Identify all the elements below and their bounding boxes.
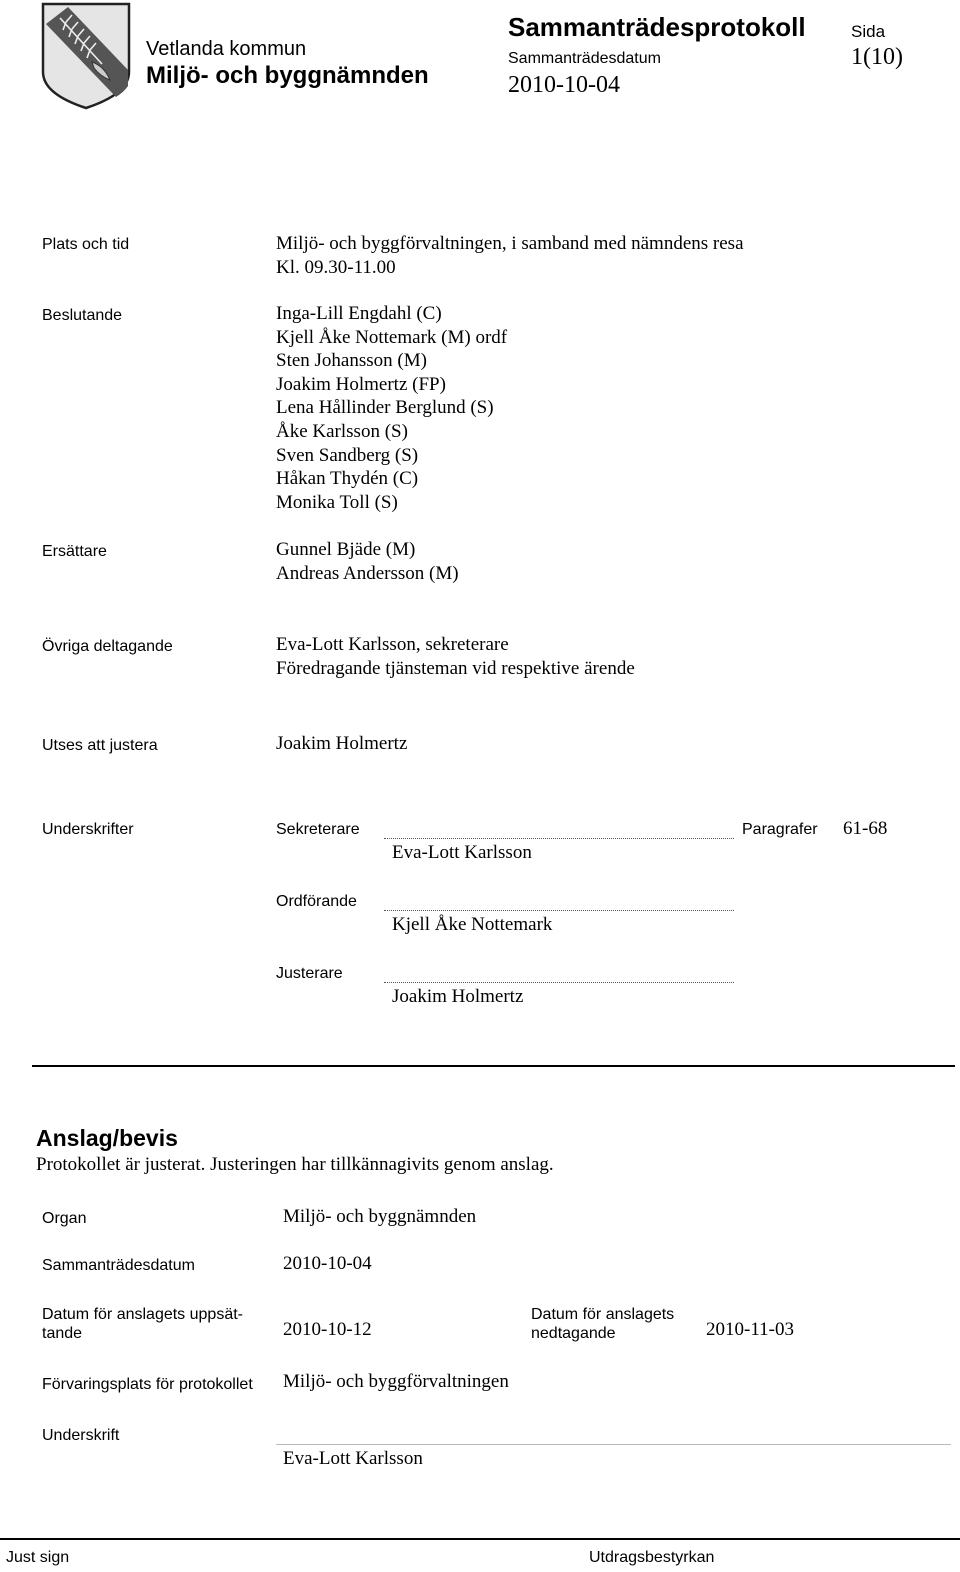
- posted-date-label: [42, 1305, 243, 1343]
- storage-label: Förvaringsplats för protokollet: [42, 1376, 253, 1393]
- posted-date-value: 2010-10-12: [283, 1319, 372, 1340]
- notice-signature-name: Eva-Lott Karlsson: [283, 1448, 423, 1469]
- adjuster-label: Utses att justera: [42, 737, 158, 754]
- decider-item: Håkan Thydén (C): [276, 468, 419, 490]
- notice-signature-line: [276, 1444, 951, 1445]
- removed-date-label-line: Datum för anslagets: [531, 1306, 675, 1323]
- adjuster-signature-line: [384, 982, 734, 983]
- chair-name: Kjell Åke Nottemark: [392, 914, 553, 935]
- chair-label: Ordförande: [276, 893, 357, 910]
- meeting-date-label: Sammanträdesdatum: [508, 50, 661, 67]
- decider-item: Sten Johansson (M): [276, 350, 427, 372]
- paragraphs-label: Paragrafer: [742, 821, 818, 838]
- page-number: 1(10): [851, 44, 903, 70]
- place-and-time: [276, 232, 744, 279]
- signatures-label: Underskrifter: [42, 821, 134, 838]
- substitutes-list: [276, 538, 459, 585]
- notice-date-value: 2010-10-04: [283, 1253, 372, 1274]
- decider-item: Inga-Lill Engdahl (C): [276, 303, 442, 324]
- section-divider: [32, 1065, 955, 1067]
- substitute-item: Gunnel Bjäde (M): [276, 539, 416, 560]
- removed-date-value: 2010-11-03: [706, 1319, 794, 1340]
- secretary-signature-line: [384, 838, 734, 839]
- posted-date-label-line: tande: [42, 1325, 83, 1342]
- municipality-name: Vetlanda kommun: [146, 38, 307, 60]
- municipality-crest: [40, 2, 132, 110]
- notice-signature-label: Underskrift: [42, 1427, 120, 1444]
- place-line: Miljö- och byggförvaltningen, i samband med nämndens resa: [276, 233, 744, 254]
- page-label: Sida: [851, 22, 886, 41]
- other-participant: Eva-Lott Karlsson, sekreterare: [276, 634, 509, 655]
- decider-item: Kjell Åke Nottemark (M) ordf: [276, 326, 508, 348]
- secretary-label: Sekreterare: [276, 821, 360, 838]
- crest-icon: [40, 2, 132, 110]
- decider-item: Lena Hållinder Berglund (S): [276, 397, 494, 419]
- others-label: Övriga deltagande: [42, 638, 173, 655]
- others-list: [276, 633, 635, 680]
- footer-divider: [0, 1538, 960, 1540]
- board-name: Miljö- och byggnämnden: [146, 62, 429, 89]
- removed-date-label-line: nedtagande: [531, 1325, 616, 1342]
- organ-value: Miljö- och byggnämnden: [283, 1206, 477, 1227]
- paragraphs-value: 61-68: [843, 818, 888, 839]
- posted-date-label-line: Datum för anslagets uppsät-: [42, 1306, 243, 1323]
- decider-item: Monika Toll (S): [276, 491, 398, 513]
- adjuster-signature-label: Justerare: [276, 965, 343, 982]
- notice-title: Anslag/bevis: [36, 1125, 178, 1151]
- organ-label: Organ: [42, 1210, 87, 1227]
- chair-signature-line: [384, 910, 734, 911]
- notice-date-label: Sammanträdesdatum: [42, 1257, 195, 1274]
- secretary-name: Eva-Lott Karlsson: [392, 842, 532, 863]
- other-participant: Föredragande tjänsteman vid respektive ärende: [276, 657, 635, 679]
- time-line: Kl. 09.30-11.00: [276, 256, 396, 278]
- adjuster-name: Joakim Holmertz: [276, 733, 408, 754]
- footer-just-sign: Just sign: [6, 1549, 70, 1566]
- decider-item: Sven Sandberg (S): [276, 444, 419, 466]
- deciders-label: Beslutande: [42, 307, 123, 324]
- notice-statement: Protokollet är justerat. Justeringen har tillkännagivits genom anslag.: [36, 1154, 554, 1175]
- removed-date-label: [531, 1305, 674, 1343]
- meeting-date: 2010-10-04: [508, 72, 620, 98]
- adjuster-signature-name: Joakim Holmertz: [392, 986, 524, 1007]
- substitute-item: Andreas Andersson (M): [276, 562, 459, 584]
- deciders-list: [276, 302, 507, 514]
- place-label: Plats och tid: [42, 236, 130, 253]
- document-title: Sammanträdesprotokoll: [508, 12, 806, 42]
- footer-utdragsbestyrkan: Utdragsbestyrkan: [589, 1549, 715, 1566]
- storage-value: Miljö- och byggförvaltningen: [283, 1371, 509, 1392]
- substitutes-label: Ersättare: [42, 543, 107, 560]
- decider-item: Åke Karlsson (S): [276, 420, 408, 442]
- decider-item: Joakim Holmertz (FP): [276, 373, 446, 395]
